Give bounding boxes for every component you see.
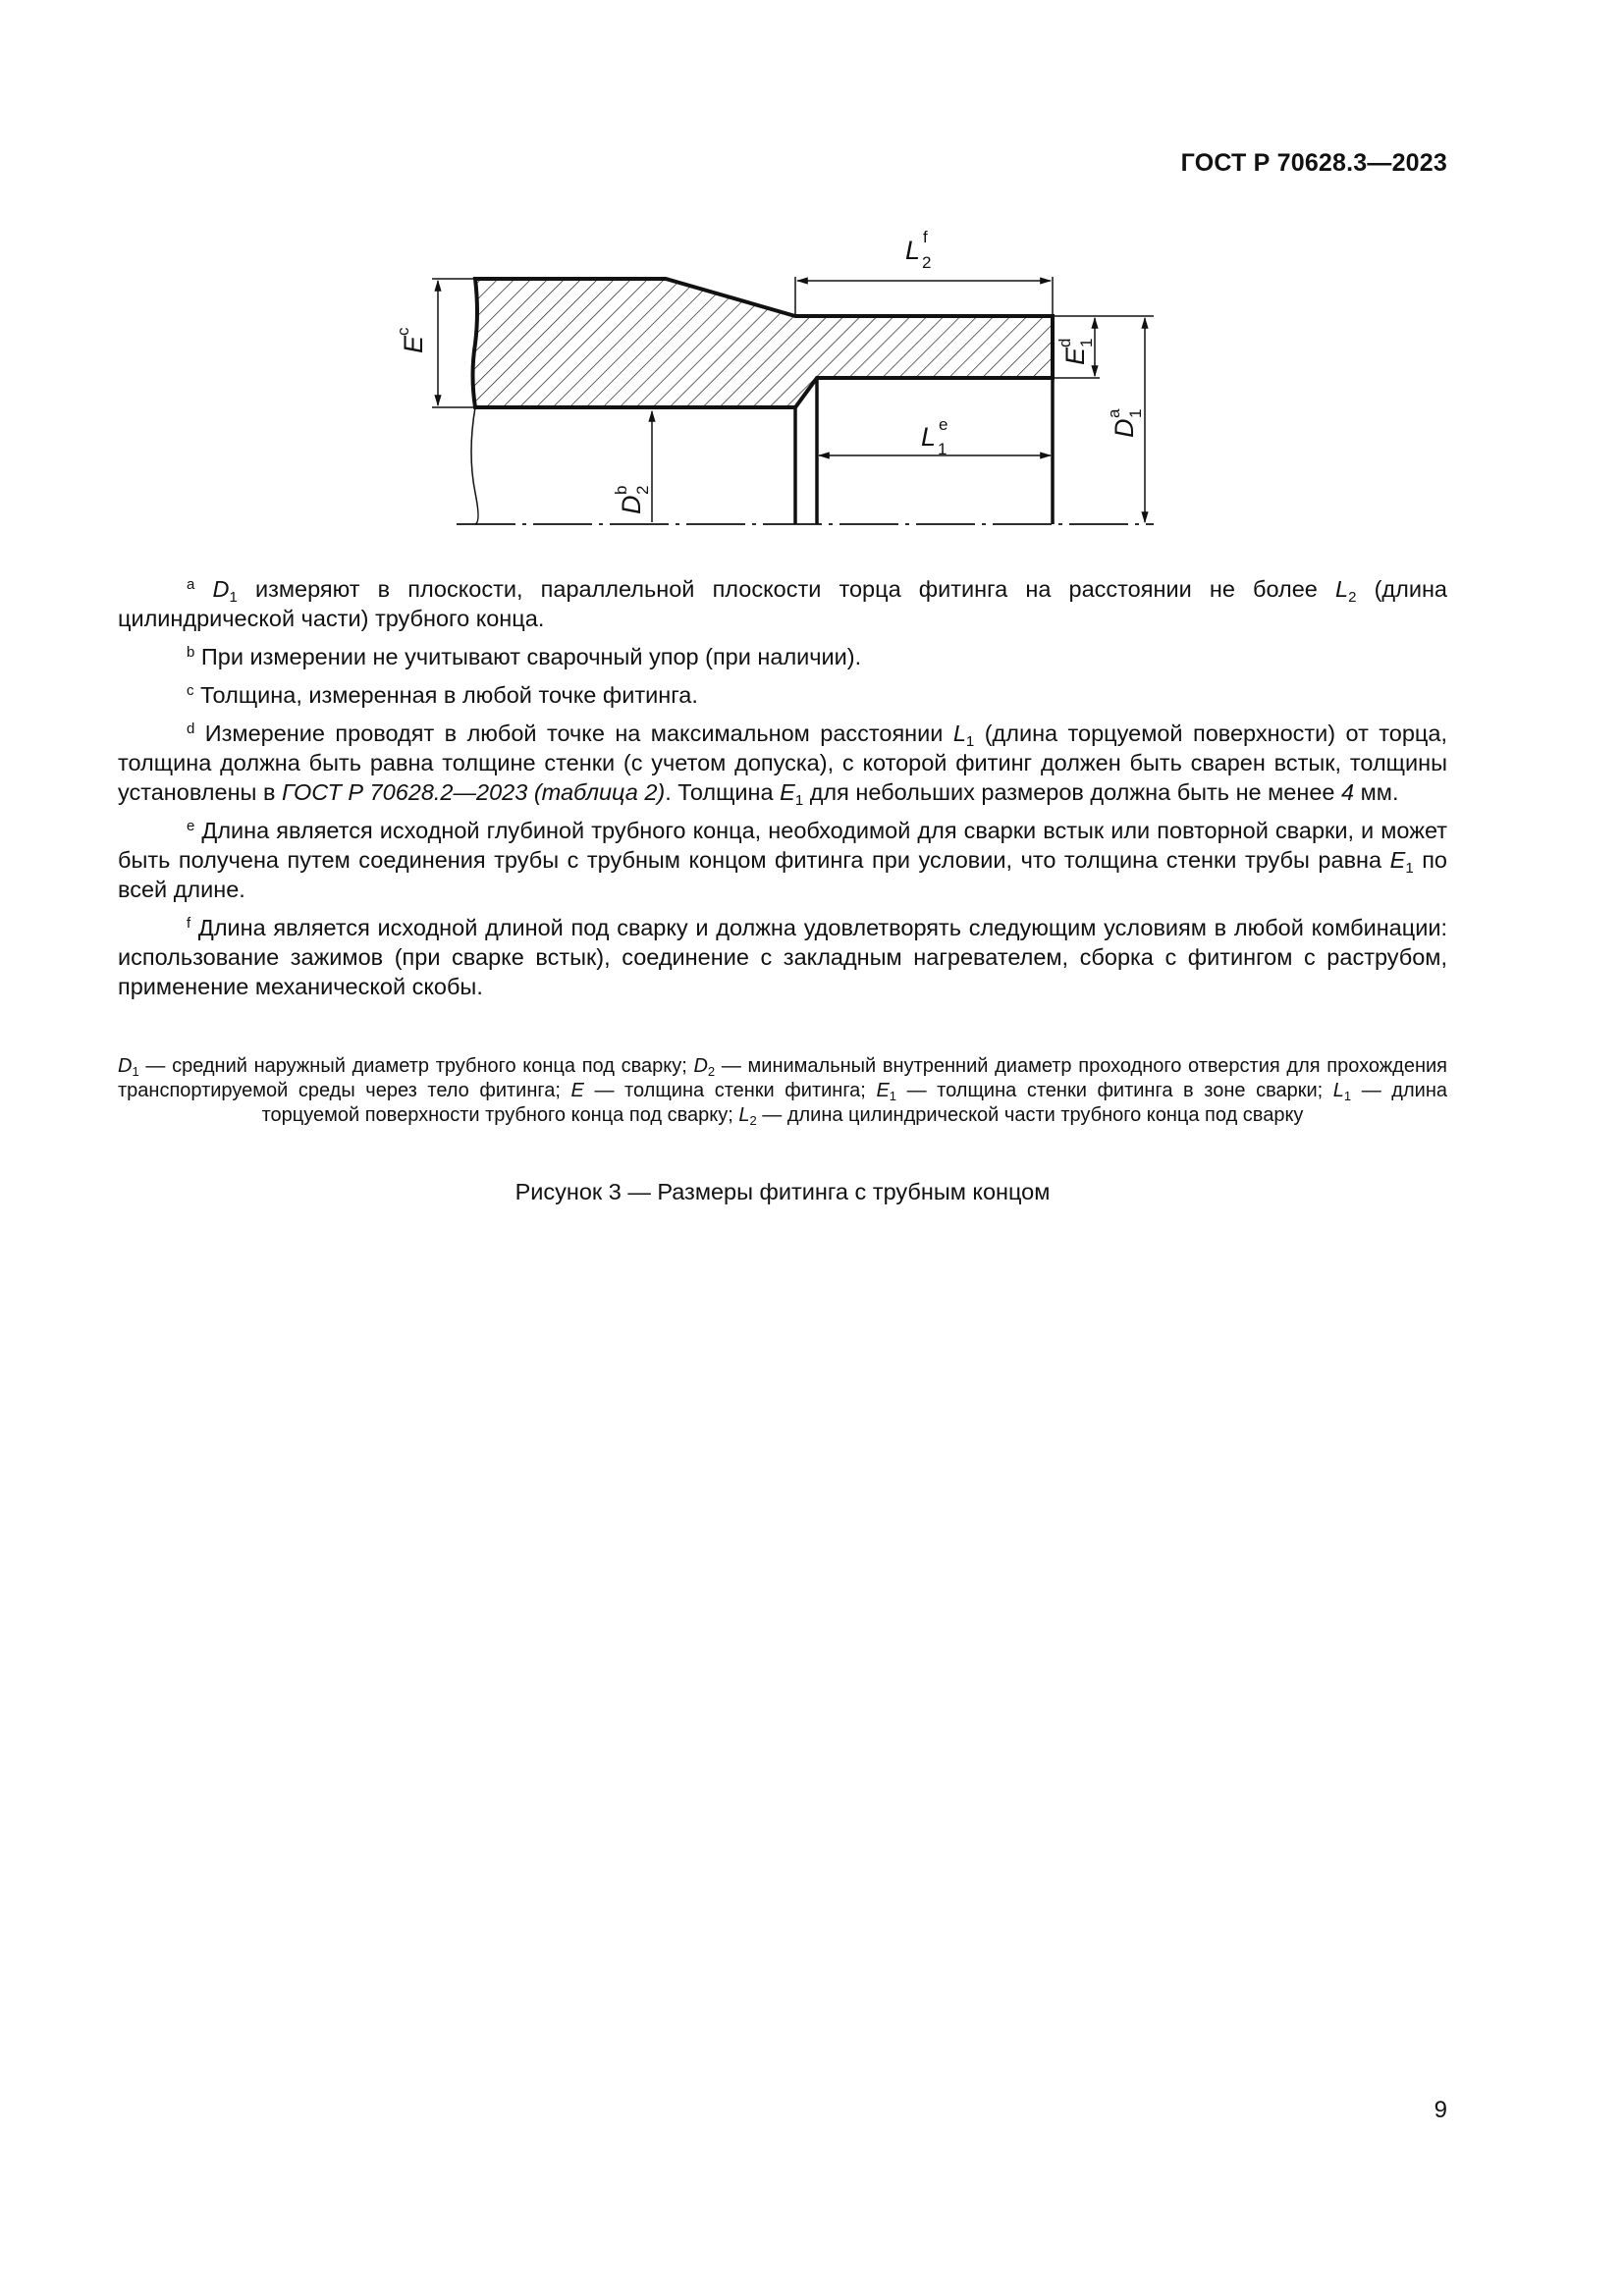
svg-text:e: e: [939, 415, 948, 434]
svg-text:D: D: [1110, 418, 1139, 438]
label-L1: [921, 415, 947, 458]
hatched-wall-section: [473, 279, 1054, 407]
label-E1: [1056, 339, 1096, 365]
break-line: [471, 407, 478, 524]
svg-text:f: f: [923, 228, 928, 246]
svg-text:L: L: [905, 236, 921, 265]
document-header: ГОСТ Р 70628.3—2023: [1180, 149, 1447, 177]
note-b: $^b$ При измерении не учитывают сварочный упор (при наличии).: [187, 644, 862, 669]
figure-notes: [118, 574, 1447, 1010]
label-D2: [612, 486, 652, 514]
svg-text:2: 2: [922, 253, 932, 272]
figure-caption: Рисунок 3 — Размеры фитинга с трубным концом: [514, 1179, 1051, 1204]
svg-text:c: c: [394, 327, 412, 336]
note-e: $^e$ Длина является исходной глубиной трубного конца, необходимой для сварки встык или повторной сварки, и может быть получена путем соединения трубы с трубным концом фитинга при условии, что толщина стенки трубы равна $E_1$ по всей длине.: [118, 818, 1448, 902]
note-d: $^d$ Измерение проводят в любой точке на максимальном расстоянии $L_1$ (длина торцуемой поверхности) от торца, толщина должна быть равна толщине стенки (с учетом допуска), с которой фитинг должен быть сварен встык, толщины установлены в ГОСТ Р 70628.2—2023 (таблица 2). Толщина $E_1$ для небольших размеров должна быть не менее 4 мм.: [118, 721, 1447, 809]
note-a: $^a$ $D_1$ измеряют в плоскости, параллельной плоскости торца фитинга на расстоянии не более $L_2$ (длина цилиндрической части) трубного конца.: [118, 576, 1447, 631]
svg-text:1: 1: [1126, 408, 1145, 418]
note-c: $^c$ Толщина, измеренная в любой точке фитинга.: [187, 682, 698, 708]
fitting-drawing: [394, 228, 1178, 552]
svg-text:D: D: [617, 495, 646, 514]
figure-3-drawing: [394, 228, 1178, 552]
svg-text:1: 1: [938, 440, 947, 458]
figure-legend: $D_1$ — средний наружный диаметр трубного конца под сварку; $D_2$ — минимальный внутренний диаметр проходного отверстия для прохождения транспортируемой среды через тело фитинга; E — толщина стенки фитинга; $E_1$ — толщина стенки фитинга в зоне сварки; $L_1$ — длина торцуемой поверхности трубного конца под сварку; $L_2$ — длина цилиндрической части трубного конца под сварку: [118, 1055, 1448, 1128]
note-f: $^f$ Длина является исходной длиной под сварку и должна удовлетворять следующим условиям в любой комбинации: использование зажимов (при сварке встык), соединение с закладным нагревателем, сборка с фитингом с раструбом, применение механической скобы.: [118, 915, 1447, 999]
label-D1: [1105, 408, 1145, 438]
svg-text:1: 1: [1077, 338, 1096, 347]
label-L2: [905, 228, 931, 272]
page-number: 9: [1434, 2097, 1447, 2123]
svg-text:b: b: [612, 485, 630, 495]
svg-text:d: d: [1056, 338, 1074, 347]
label-E: [394, 327, 428, 353]
svg-text:L: L: [921, 422, 937, 452]
svg-text:E: E: [399, 335, 428, 353]
svg-text:2: 2: [633, 485, 652, 495]
svg-text:a: a: [1105, 408, 1123, 418]
svg-text:E: E: [1060, 347, 1090, 365]
